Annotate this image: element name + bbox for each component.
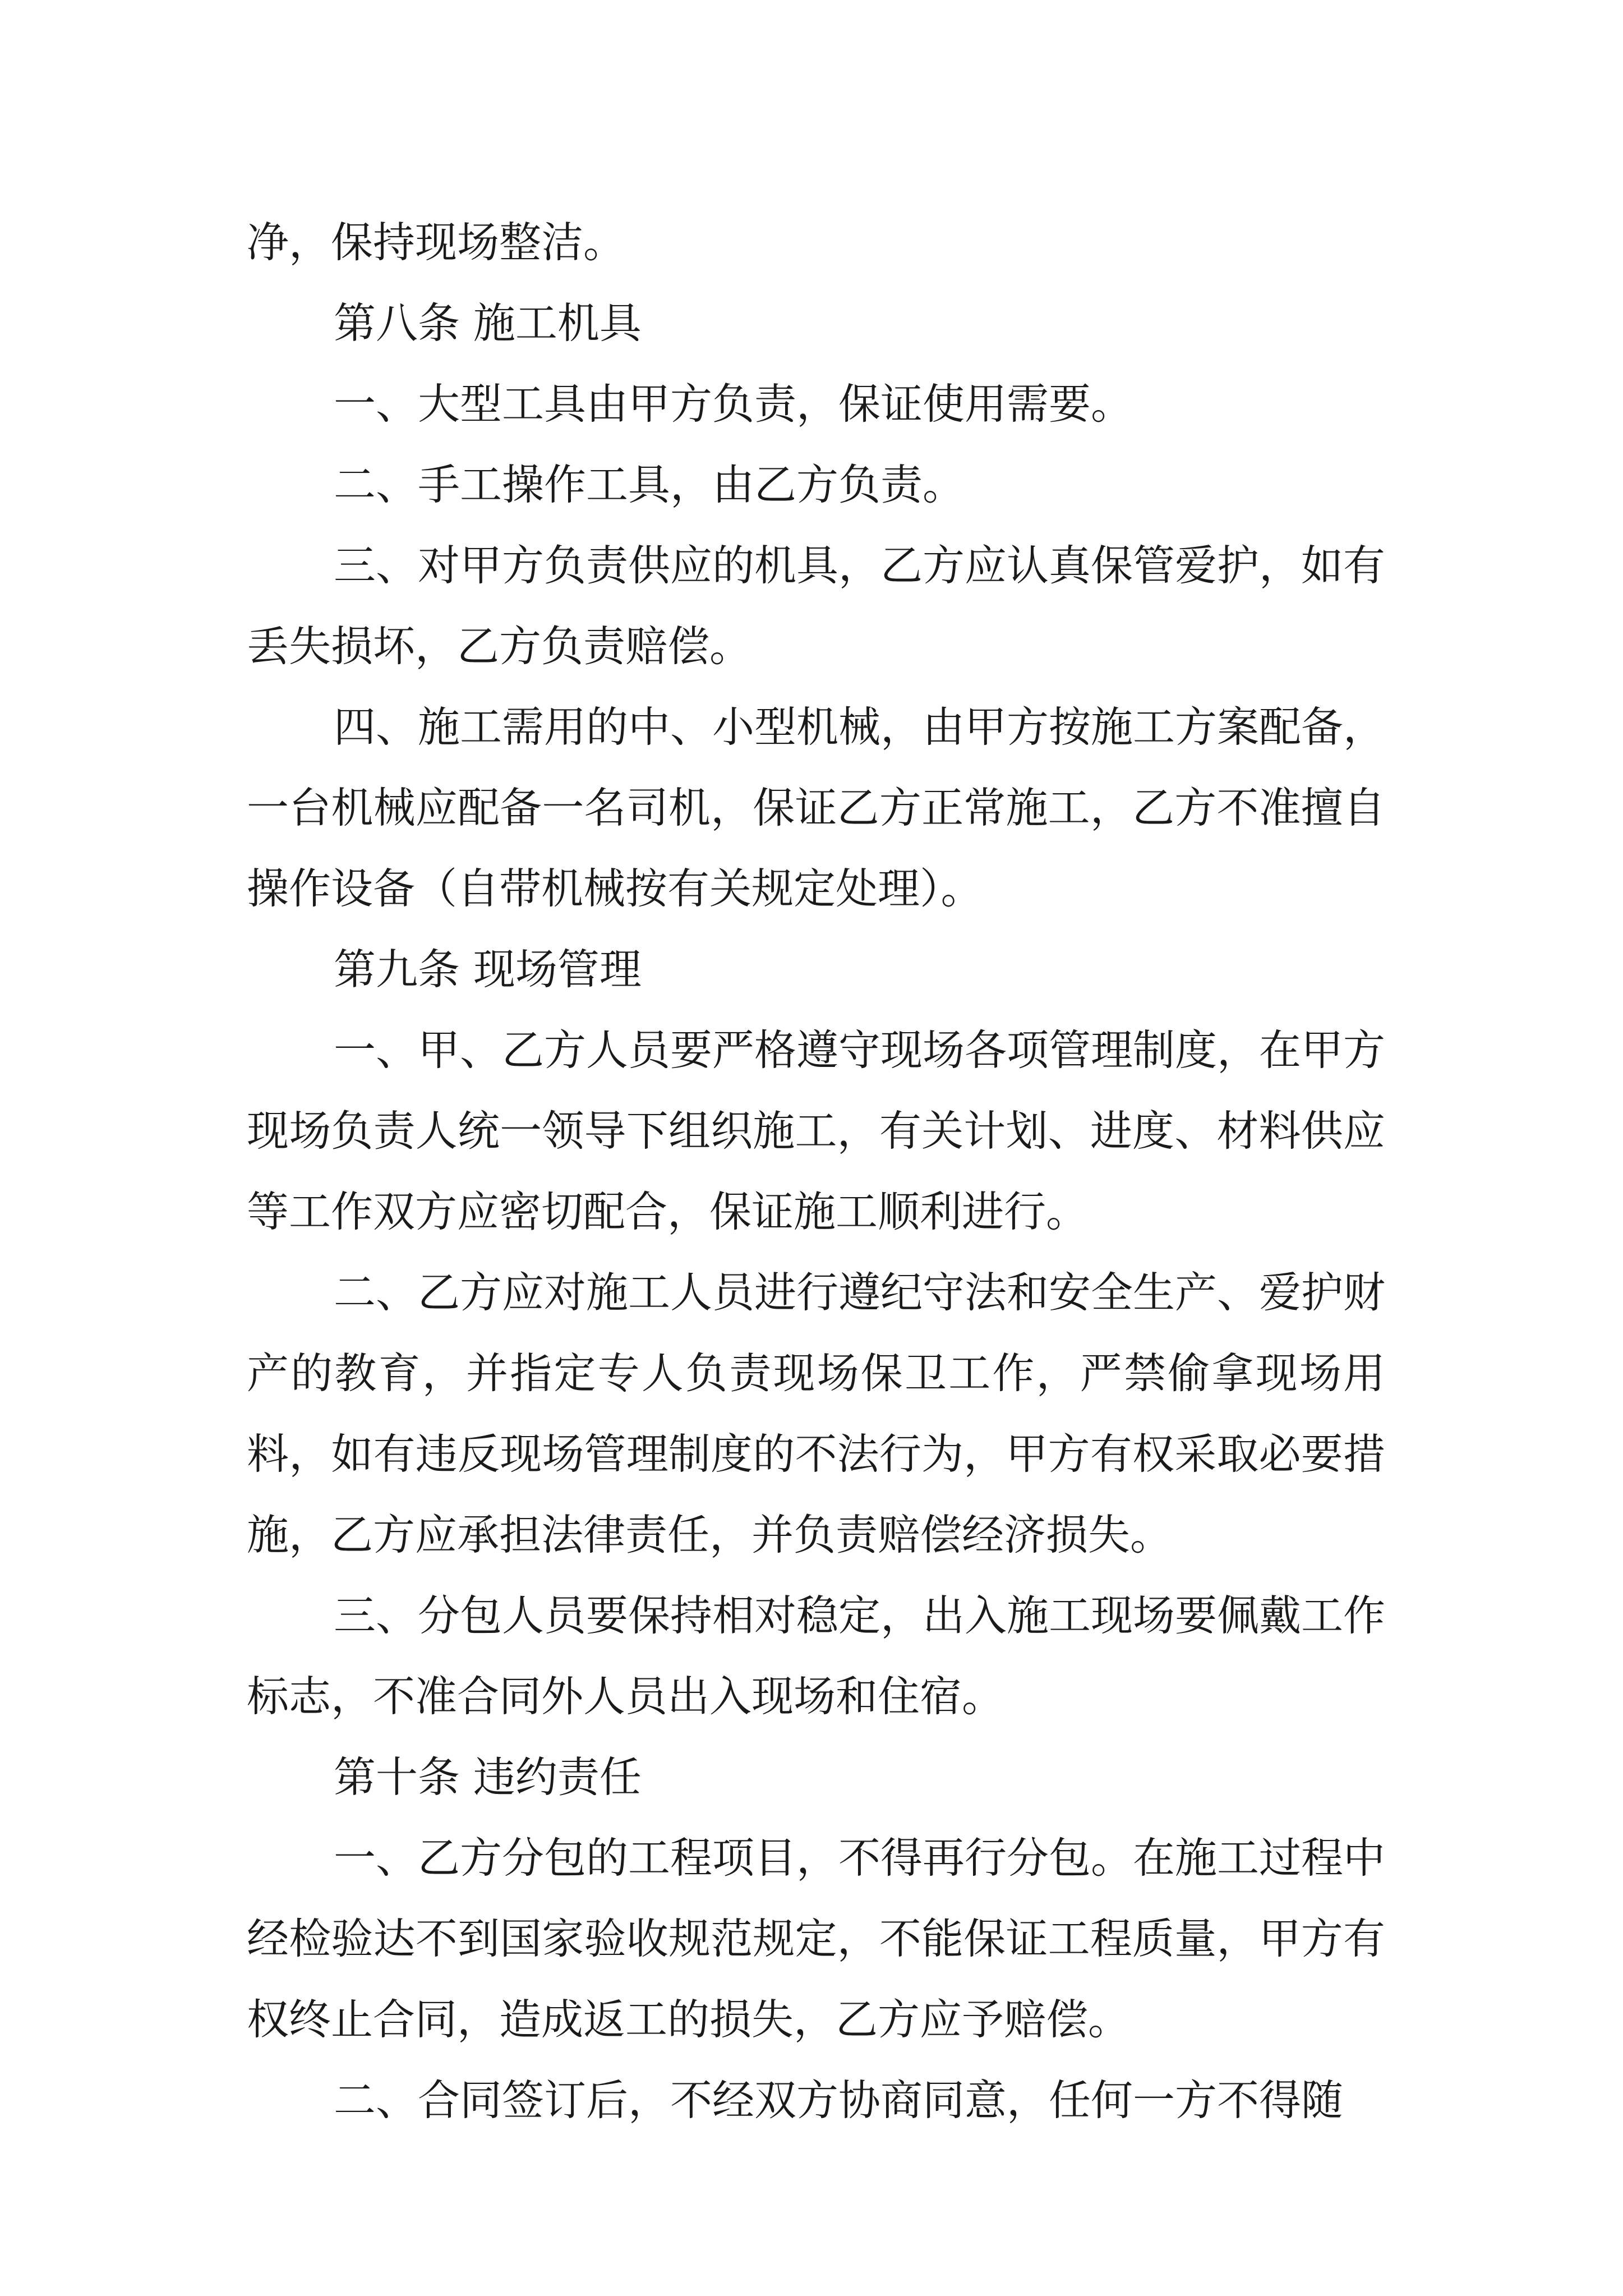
- paragraph: 一、乙方分包的工程项目，不得再行分包。在施工过程中经检验达不到国家验收规范规定，不能保证工程质量，甲方有权终止合同，造成返工的损失，乙方应予赔偿。: [247, 1833, 1386, 2044]
- paragraph-continuation: 净，保持现场整洁。: [247, 218, 626, 267]
- paragraph: 一、甲、乙方人员要严格遵守现场各项管理制度，在甲方现场负责人统一领导下组织施工，有关计划、进度、材料供应等工作双方应密切配合，保证施工顺利进行。: [247, 1025, 1386, 1236]
- article-heading-9: 第九条 现场管理: [334, 945, 642, 994]
- paragraph: 四、施工需用的中、小型机械，由甲方按施工方案配备，一台机械应配备一名司机，保证乙方正常施工，乙方不准擅自操作设备（自带机械按有关规定处理）。: [247, 702, 1386, 913]
- paragraph: 二、乙方应对施工人员进行遵纪守法和安全生产、爱护财产的教育，并指定专人负责现场保卫工作，严禁偷拿现场用料，如有违反现场管理制度的不法行为，甲方有权采取必要措施，乙方应承担法律责任，并负责赔偿经济损失。: [247, 1268, 1386, 1559]
- paragraph: 三、对甲方负责供应的机具，乙方应认真保管爱护，如有丢失损坏，乙方负责赔偿。: [247, 541, 1386, 671]
- document-body: [247, 202, 1385, 2141]
- paragraph: 一、大型工具由甲方负责，保证使用需要。: [334, 379, 1133, 429]
- article-heading-8: 第八条 施工机具: [334, 298, 642, 348]
- article-heading-10: 第十条 违约责任: [334, 1752, 642, 1802]
- paragraph: 三、分包人员要保持相对稳定，出入施工现场要佩戴工作标志，不准合同外人员出入现场和住宿。: [247, 1591, 1386, 1721]
- paragraph: 二、手工操作工具，由乙方负责。: [334, 460, 965, 509]
- paragraph-truncated: 二、合同签订后，不经双方协商同意，任何一方不得随: [334, 2076, 1344, 2125]
